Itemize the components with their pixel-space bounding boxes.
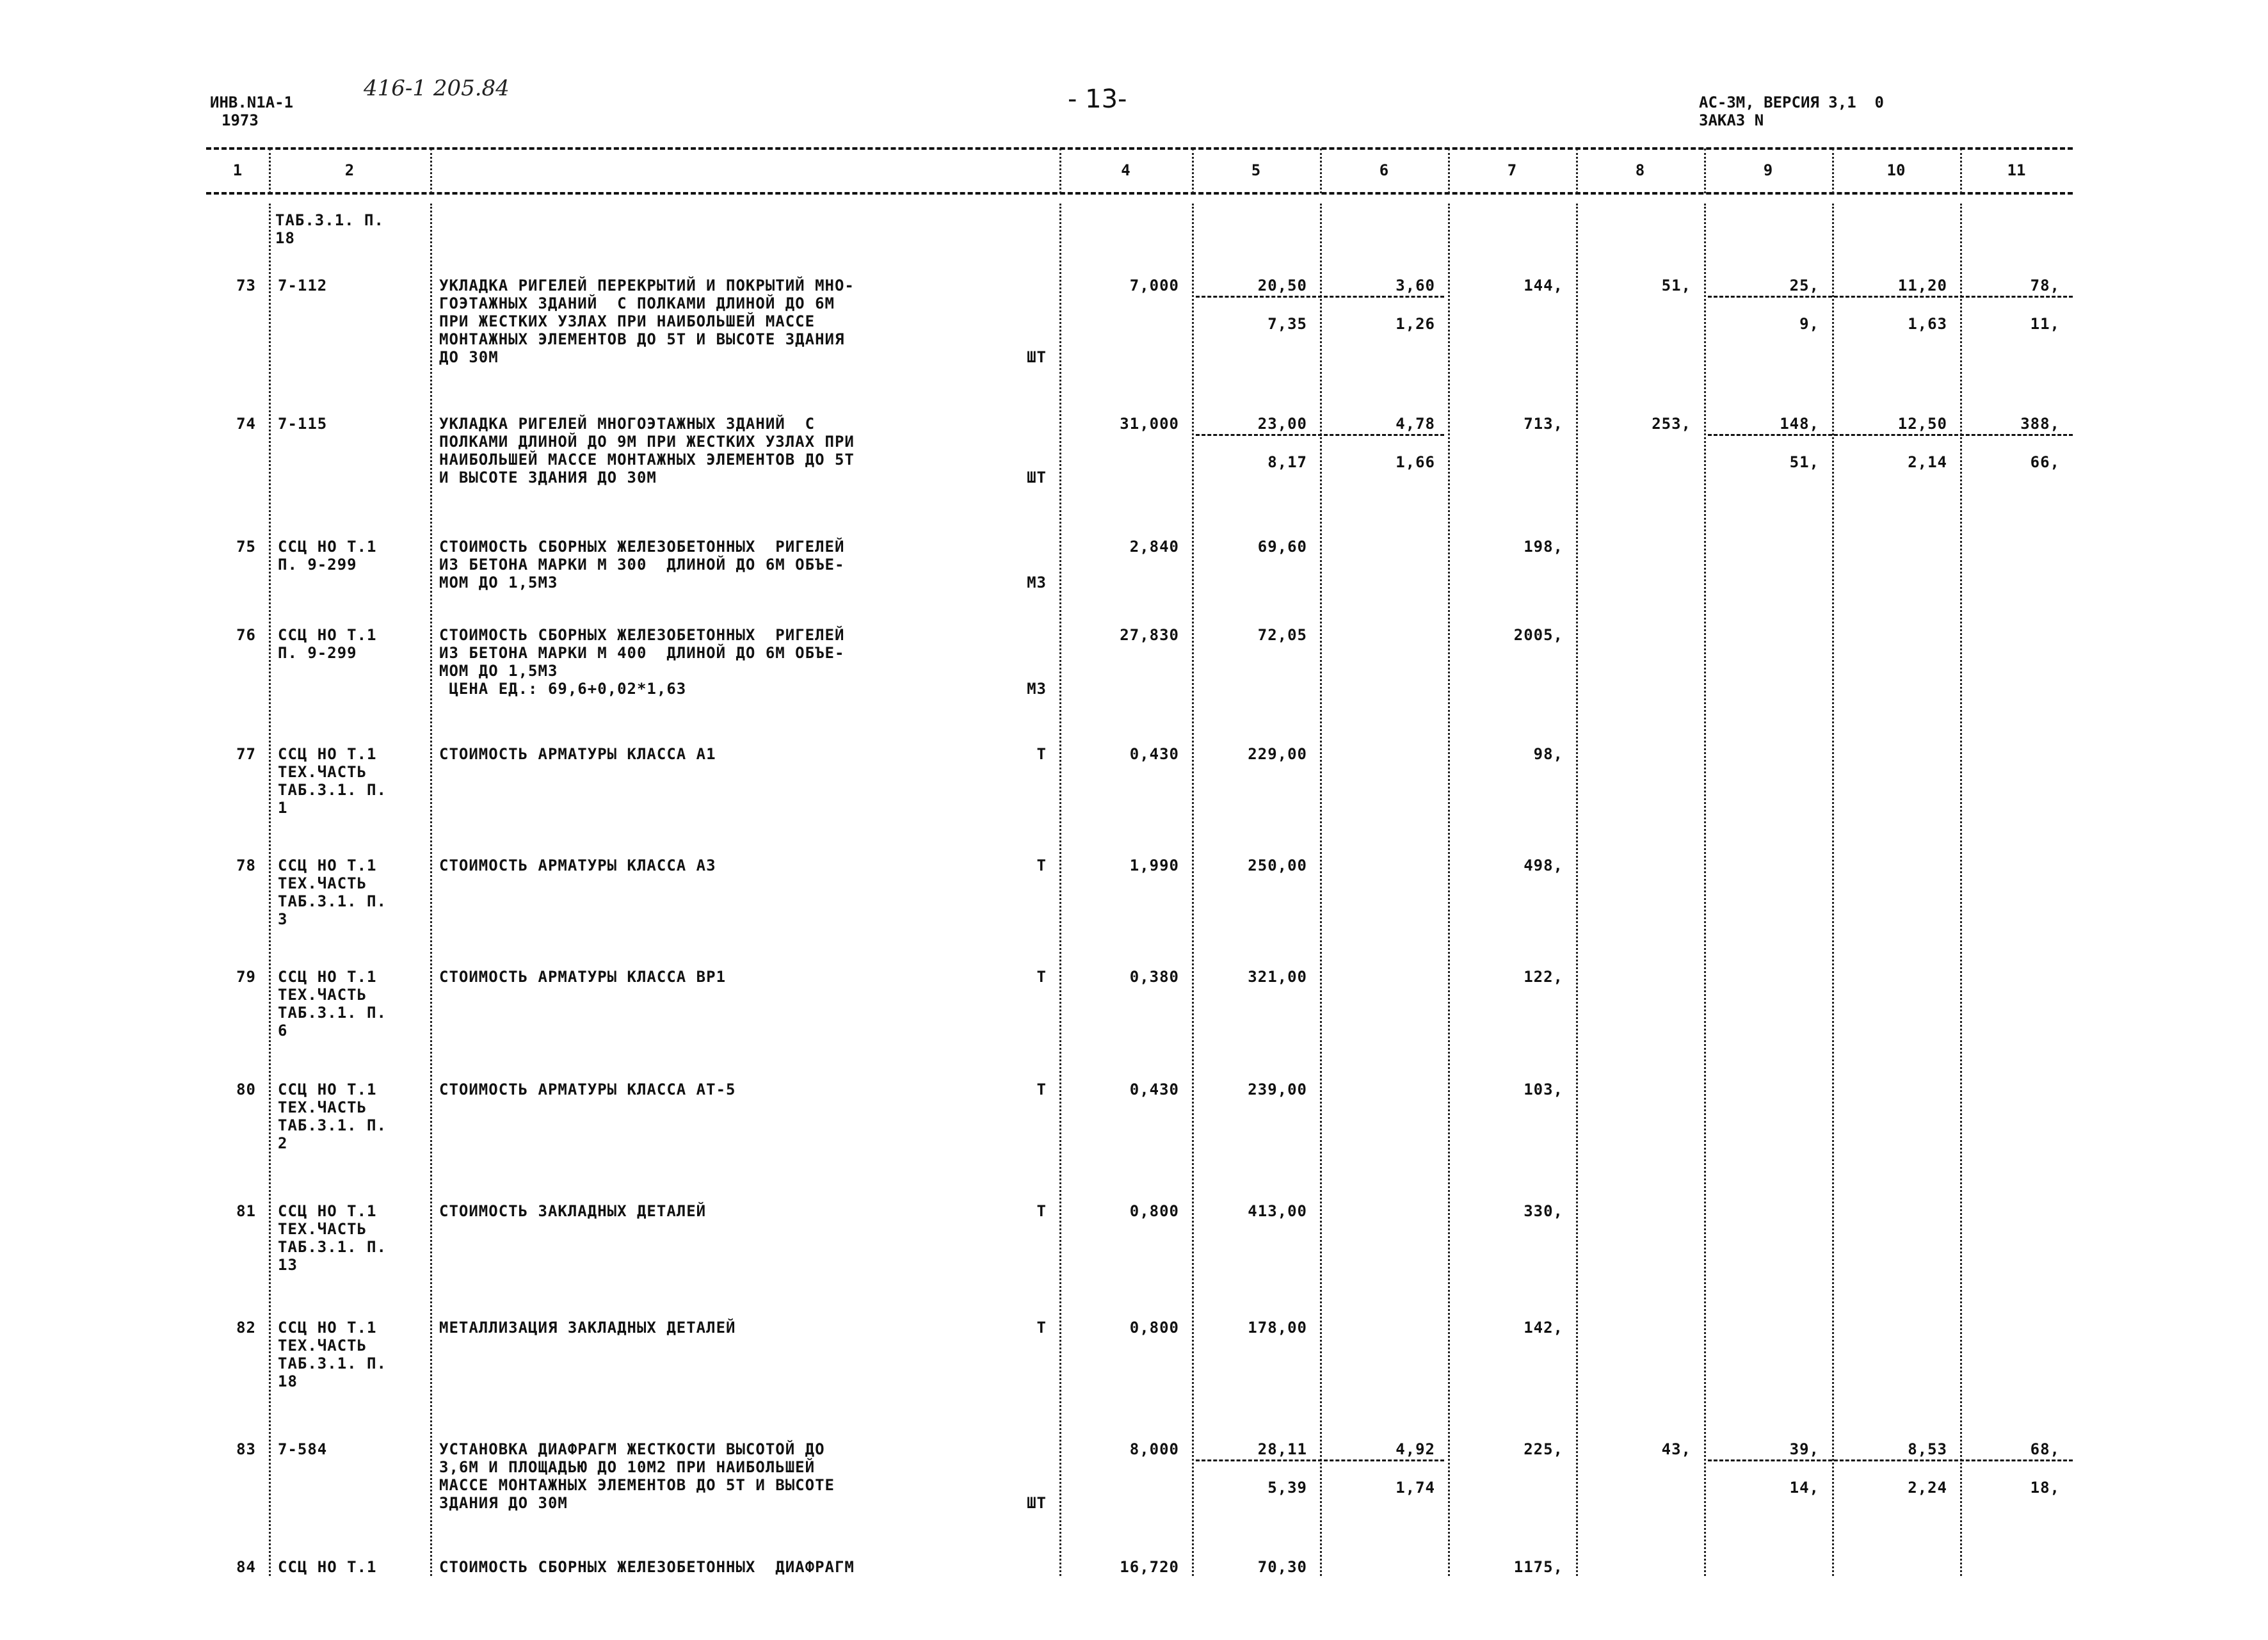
- column-header-8: 8: [1635, 161, 1645, 179]
- row-reference: ТЕХ.ЧАСТЬ: [278, 1337, 367, 1355]
- machine-cost: 25,: [1789, 277, 1819, 294]
- quantity: 0,430: [1129, 1081, 1179, 1098]
- column-header-1: 1: [232, 161, 243, 179]
- unit-of-measure: ШТ: [1027, 1494, 1047, 1512]
- row-description: ГОЭТАЖНЫХ ЗДАНИЙ С ПОЛКАМИ ДЛИНОЙ ДО 6М: [439, 294, 835, 312]
- row-description: НАИБОЛЬШЕЙ МАССЕ МОНТАЖНЫХ ЭЛЕМЕНТОВ ДО 5Т: [439, 451, 855, 469]
- quantity: 0,800: [1129, 1319, 1179, 1337]
- unit-price: 250,00: [1248, 856, 1307, 874]
- quantity: 16,720: [1120, 1558, 1179, 1576]
- labor-total-sub: 18,: [2030, 1479, 2060, 1497]
- column-separator-head: [430, 149, 432, 193]
- column-separator: [1832, 204, 1834, 1576]
- sub-divider: [1196, 296, 1444, 298]
- row-description: УКЛАДКА РИГЕЛЕЙ МНОГОЭТАЖНЫХ ЗДАНИЙ С: [439, 415, 816, 433]
- row-description: ЦЕНА ЕД.: 69,6+0,02*1,63: [439, 680, 687, 698]
- labor-total-sub: 11,: [2030, 315, 2060, 333]
- row-reference: ТАБ.3.1. П.: [278, 1116, 387, 1134]
- row-reference: ТЕХ.ЧАСТЬ: [278, 986, 367, 1004]
- sub-divider: [1196, 1459, 1444, 1461]
- page-number: - 13-: [1068, 84, 1127, 114]
- row-reference: ТАБ.3.1. П.: [278, 1004, 387, 1022]
- row-reference: ССЦ НО Т.1: [278, 1558, 377, 1576]
- labor-unit-sub: 2,24: [1908, 1479, 1947, 1497]
- row-reference: ССЦ НО Т.1: [278, 745, 377, 763]
- unit-of-measure: Т: [1036, 856, 1047, 874]
- unit-of-measure: Т: [1036, 1319, 1047, 1337]
- column-separator-head: [269, 149, 271, 193]
- row-description: ПОЛКАМИ ДЛИНОЙ ДО 9М ПРИ ЖЕСТКИХ УЗЛАХ ПРИ: [439, 433, 855, 451]
- unit-price: 239,00: [1248, 1081, 1307, 1098]
- unit-price-sub: 8,17: [1267, 453, 1307, 471]
- quantity: 1,990: [1129, 856, 1179, 874]
- row-reference: 7-112: [278, 277, 328, 294]
- row-description: ПРИ ЖЕСТКИХ УЗЛАХ ПРИ НАИБОЛЬШЕЙ МАССЕ: [439, 312, 816, 330]
- total-cost: 498,: [1524, 856, 1563, 874]
- unit-price-sub: 5,39: [1267, 1479, 1307, 1497]
- row-number: 74: [236, 415, 256, 433]
- machine-cost: 39,: [1789, 1440, 1819, 1458]
- column-header-11: 11: [2007, 161, 2026, 179]
- quantity: 0,800: [1129, 1202, 1179, 1220]
- quantity: 0,380: [1129, 968, 1179, 986]
- quantity: 8,000: [1129, 1440, 1179, 1458]
- unit-wage: 4,92: [1395, 1440, 1435, 1458]
- sub-divider: [1196, 434, 1444, 436]
- total-wage: 43,: [1661, 1440, 1691, 1458]
- row-reference: 6: [278, 1022, 288, 1040]
- unit-of-measure: Т: [1036, 1081, 1047, 1098]
- labor-total: 78,: [2030, 277, 2060, 294]
- quantity: 27,830: [1120, 626, 1179, 644]
- total-cost: 144,: [1524, 277, 1563, 294]
- row-description: УСТАНОВКА ДИАФРАГМ ЖЕСТКОСТИ ВЫСОТОЙ ДО: [439, 1440, 825, 1458]
- inventory-number: ИНВ.N1А-1: [210, 93, 294, 111]
- row-reference: 7-115: [278, 415, 328, 433]
- handwritten-code: 416-1 205.84: [364, 76, 510, 101]
- total-wage: 253,: [1652, 415, 1691, 433]
- machine-cost: 148,: [1780, 415, 1819, 433]
- unit-wage: 4,78: [1395, 415, 1435, 433]
- column-separator-head: [1448, 149, 1450, 193]
- labor-total: 388,: [2020, 415, 2060, 433]
- total-cost: 225,: [1524, 1440, 1563, 1458]
- total-cost: 2005,: [1513, 626, 1563, 644]
- row-reference: ССЦ НО Т.1: [278, 1319, 377, 1337]
- row-number: 79: [236, 968, 256, 986]
- unit-price: 229,00: [1248, 745, 1307, 763]
- unit-of-measure: М3: [1027, 680, 1047, 698]
- row-number: 76: [236, 626, 256, 644]
- column-separator: [269, 204, 271, 1576]
- row-description: И ВЫСОТЕ ЗДАНИЯ ДО 30М: [439, 469, 657, 486]
- row-description: ЗДАНИЯ ДО 30М: [439, 1494, 568, 1512]
- unit-of-measure: М3: [1027, 574, 1047, 591]
- column-header-4: 4: [1121, 161, 1130, 179]
- row-description: МОМ ДО 1,5М3: [439, 574, 558, 591]
- quantity: 2,840: [1129, 538, 1179, 556]
- column-separator: [1448, 204, 1450, 1576]
- year: 1973: [221, 111, 259, 129]
- labor-total-sub: 66,: [2030, 453, 2060, 471]
- row-reference: ТЕХ.ЧАСТЬ: [278, 1220, 367, 1238]
- unit-wage-sub: 1,26: [1395, 315, 1435, 333]
- column-header-3: [430, 161, 1059, 181]
- unit-wage-sub: 1,66: [1395, 453, 1435, 471]
- total-cost: 713,: [1524, 415, 1563, 433]
- row-number: 75: [236, 538, 256, 556]
- total-cost: 198,: [1524, 538, 1563, 556]
- unit-price: 23,00: [1257, 415, 1307, 433]
- labor-unit: 12,50: [1897, 415, 1947, 433]
- row-description: ДО 30М: [439, 348, 499, 366]
- row-description: СТОИМОСТЬ ЗАКЛАДНЫХ ДЕТАЛЕЙ: [439, 1202, 707, 1220]
- row-description: СТОИМОСТЬ АРМАТУРЫ КЛАССА ВР1: [439, 968, 727, 986]
- row-reference: ТАБ.3.1. П.: [278, 1238, 387, 1256]
- row-reference: 18: [278, 1372, 298, 1390]
- unit-wage-sub: 1,74: [1395, 1479, 1435, 1497]
- row-number: 83: [236, 1440, 256, 1458]
- header-rule-bottom: [206, 192, 2073, 195]
- row-reference: ТЕХ.ЧАСТЬ: [278, 1098, 367, 1116]
- row-description: ИЗ БЕТОНА МАРКИ М 300 ДЛИНОЙ ДО 6М ОБЪЕ-: [439, 556, 845, 574]
- column-header-10: 10: [1886, 161, 1906, 179]
- row-description: СТОИМОСТЬ СБОРНЫХ ЖЕЛЕЗОБЕТОННЫХ РИГЕЛЕЙ: [439, 538, 845, 556]
- row-reference: 13: [278, 1256, 298, 1274]
- sub-divider: [1708, 296, 2073, 298]
- column-separator: [430, 204, 432, 1576]
- unit-of-measure: Т: [1036, 968, 1047, 986]
- unit-price: 70,30: [1257, 1558, 1307, 1576]
- unit-price: 69,60: [1257, 538, 1307, 556]
- row-number: 80: [236, 1081, 256, 1098]
- unit-price: 413,00: [1248, 1202, 1307, 1220]
- row-description: МОНТАЖНЫХ ЭЛЕМЕНТОВ ДО 5Т И ВЫСОТЕ ЗДАНИЯ: [439, 330, 845, 348]
- unit-price: 20,50: [1257, 277, 1307, 294]
- column-separator: [1576, 204, 1578, 1576]
- total-cost: 330,: [1524, 1202, 1563, 1220]
- labor-unit: 11,20: [1897, 277, 1947, 294]
- total-cost: 122,: [1524, 968, 1563, 986]
- row-reference: ССЦ НО Т.1: [278, 1202, 377, 1220]
- row-reference: ТЕХ.ЧАСТЬ: [278, 874, 367, 892]
- row-reference: ССЦ НО Т.1: [278, 968, 377, 986]
- row-reference: ССЦ НО Т.1: [278, 626, 377, 644]
- unit-of-measure: Т: [1036, 1202, 1047, 1220]
- row-number: 73: [236, 277, 256, 294]
- column-separator-head: [1832, 149, 1834, 193]
- total-cost: 1175,: [1513, 1558, 1563, 1576]
- unit-price: 178,00: [1248, 1319, 1307, 1337]
- row-description: УКЛАДКА РИГЕЛЕЙ ПЕРЕКРЫТИЙ И ПОКРЫТИЙ МНО-: [439, 277, 855, 294]
- row-reference: 2: [278, 1134, 288, 1152]
- row-description: СТОИМОСТЬ АРМАТУРЫ КЛАССА А1: [439, 745, 716, 763]
- row-description: ИЗ БЕТОНА МАРКИ М 400 ДЛИНОЙ ДО 6М ОБЪЕ-: [439, 644, 845, 662]
- row-reference: 3: [278, 910, 288, 928]
- column-separator-head: [1704, 149, 1706, 193]
- row-reference: 1: [278, 799, 288, 817]
- row-reference: ТАБ.3.1. П.: [278, 1355, 387, 1372]
- unit-of-measure: ШТ: [1027, 469, 1047, 486]
- unit-of-measure: ШТ: [1027, 348, 1047, 366]
- unit-wage: 3,60: [1395, 277, 1435, 294]
- row-description: СТОИМОСТЬ СБОРНЫХ ЖЕЛЕЗОБЕТОННЫХ ДИАФРАГМ: [439, 1558, 855, 1576]
- total-cost: 98,: [1533, 745, 1563, 763]
- total-cost: 103,: [1524, 1081, 1563, 1098]
- row-description: СТОИМОСТЬ АРМАТУРЫ КЛАССА АТ-5: [439, 1081, 736, 1098]
- row-description: МАССЕ МОНТАЖНЫХ ЭЛЕМЕНТОВ ДО 5Т И ВЫСОТЕ: [439, 1476, 835, 1494]
- sub-divider: [1708, 1459, 2073, 1461]
- unit-price-sub: 7,35: [1267, 315, 1307, 333]
- column-header-7: 7: [1507, 161, 1517, 179]
- column-separator: [1059, 204, 1061, 1576]
- unit-price: 28,11: [1257, 1440, 1307, 1458]
- total-wage: 51,: [1661, 277, 1691, 294]
- row-description: 3,6М И ПЛОЩАДЬЮ ДО 10М2 ПРИ НАИБОЛЬШЕЙ: [439, 1458, 816, 1476]
- program-version: АС-3М, ВЕРСИЯ 3,1 0: [1699, 93, 1884, 111]
- continuation-ref: 18: [275, 229, 295, 247]
- column-separator-head: [1320, 149, 1322, 193]
- row-number: 81: [236, 1202, 256, 1220]
- continuation-ref: ТАБ.3.1. П.: [275, 211, 384, 229]
- column-separator-head: [1576, 149, 1578, 193]
- column-header-6: 6: [1379, 161, 1389, 179]
- order-label: ЗАКАЗ N: [1699, 111, 1764, 129]
- column-header-5: 5: [1251, 161, 1261, 179]
- column-separator: [1320, 204, 1322, 1576]
- column-separator-head: [1059, 149, 1061, 193]
- labor-total: 68,: [2030, 1440, 2060, 1458]
- row-description: СТОИМОСТЬ АРМАТУРЫ КЛАССА А3: [439, 856, 716, 874]
- column-separator: [1704, 204, 1706, 1576]
- column-separator: [1960, 204, 1962, 1576]
- unit-price: 72,05: [1257, 626, 1307, 644]
- row-reference: 7-584: [278, 1440, 328, 1458]
- row-number: 84: [236, 1558, 256, 1576]
- row-description: МЕТАЛЛИЗАЦИЯ ЗАКЛАДНЫХ ДЕТАЛЕЙ: [439, 1319, 736, 1337]
- column-header-2: 2: [344, 161, 355, 179]
- column-separator-head: [1960, 149, 1962, 193]
- unit-of-measure: Т: [1036, 745, 1047, 763]
- machine-cost-sub: 14,: [1789, 1479, 1819, 1497]
- column-separator: [1192, 204, 1194, 1576]
- quantity: 0,430: [1129, 745, 1179, 763]
- row-reference: П. 9-299: [278, 556, 357, 574]
- row-reference: ССЦ НО Т.1: [278, 856, 377, 874]
- labor-unit-sub: 1,63: [1908, 315, 1947, 333]
- row-reference: ССЦ НО Т.1: [278, 1081, 377, 1098]
- row-number: 82: [236, 1319, 256, 1337]
- machine-cost-sub: 51,: [1789, 453, 1819, 471]
- column-header-9: 9: [1763, 161, 1773, 179]
- quantity: 7,000: [1129, 277, 1179, 294]
- row-reference: ТАБ.3.1. П.: [278, 892, 387, 910]
- unit-price: 321,00: [1248, 968, 1307, 986]
- labor-unit-sub: 2,14: [1908, 453, 1947, 471]
- row-reference: П. 9-299: [278, 644, 357, 662]
- row-number: 78: [236, 856, 256, 874]
- row-description: МОМ ДО 1,5М3: [439, 662, 558, 680]
- header-rule-top: [206, 147, 2073, 150]
- column-separator-head: [1192, 149, 1194, 193]
- labor-unit: 8,53: [1908, 1440, 1947, 1458]
- row-description: СТОИМОСТЬ СБОРНЫХ ЖЕЛЕЗОБЕТОННЫХ РИГЕЛЕЙ: [439, 626, 845, 644]
- row-reference: ССЦ НО Т.1: [278, 538, 377, 556]
- row-reference: ТЕХ.ЧАСТЬ: [278, 763, 367, 781]
- machine-cost-sub: 9,: [1799, 315, 1819, 333]
- row-reference: ТАБ.3.1. П.: [278, 781, 387, 799]
- total-cost: 142,: [1524, 1319, 1563, 1337]
- quantity: 31,000: [1120, 415, 1179, 433]
- row-number: 77: [236, 745, 256, 763]
- sub-divider: [1708, 434, 2073, 436]
